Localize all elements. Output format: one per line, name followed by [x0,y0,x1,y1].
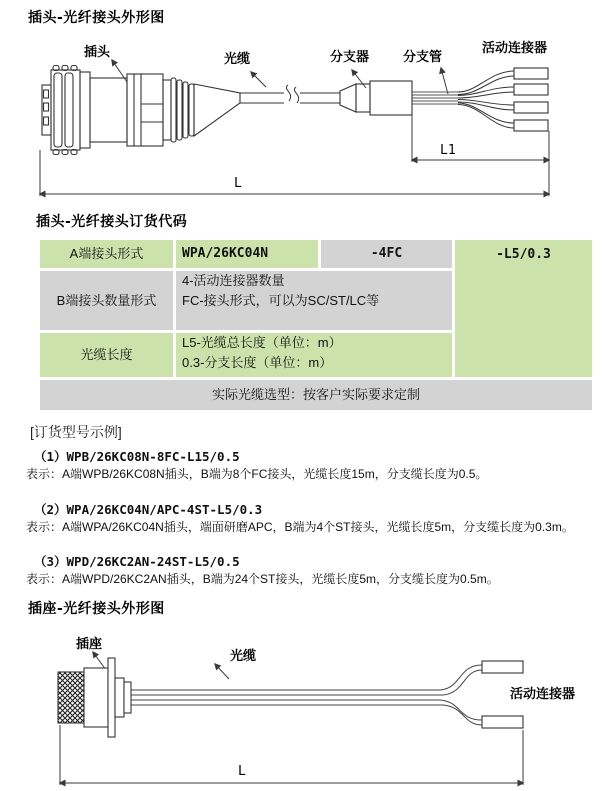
movable-connectors [514,68,548,131]
example-3-code: （3）WPD/26KC2AN-24ST-L5/0.5 [34,554,240,569]
examples-heading: [订货型号示例] [30,424,122,440]
dim-l-label: L [238,764,246,779]
table-cell-length-code: -L5/0.3 [455,240,592,377]
dim-l-label: L [234,176,242,191]
example-2-desc: 表示：A端WPA/26KC04N插头，端面研磨APC，B端为4个ST接头，光缆长度5m，分支缆长度为0.3m。 [26,520,574,534]
socket-outline-diagram [0,618,616,791]
dim-l1-label: L1 [440,143,456,158]
b-value-line2: FC-接头形式，可以为SC/ST/LC等 [182,293,380,308]
socket-label: 插座 [76,637,103,652]
example-1-desc: 表示：A端WPB/26KC08N插头，B端为8个FC接头，光缆长度15m，分支缆长度为0.5。 [26,467,488,481]
socket-drawing [58,658,131,737]
splitter-drawing [340,81,412,115]
table-cell-length-value [176,333,452,377]
length-value-line2: 0.3-分支长度（单位：m） [182,355,333,370]
cable-label: 光缆 [230,649,257,664]
dimension-lines [60,725,523,785]
example-3-desc: 表示：A端WPD/26KC2AN插头，B端为24个ST接头，光缆长度5m，分支缆长度为0.5m。 [26,572,499,586]
example-1-code: （1）WPB/26KC08N-8FC-L15/0.5 [34,449,240,464]
table-cell-b-label: B端接头数量形式 [40,271,173,330]
splitter-label: 分支器 [330,50,370,65]
socket-outline-title: 插座-光纤接头外形图 [28,601,165,617]
cable-label: 光缆 [224,52,251,67]
dimension-lines [40,115,549,196]
plug-label: 插头 [84,45,111,60]
length-value-line1: L5-光缆总长度（单位：m） [182,335,342,350]
branch-tube-label: 分支管 [403,50,443,65]
plug-drawing [42,66,240,155]
plug-outline-diagram [0,30,616,202]
table-cell-length-label: 光缆长度 [40,333,173,377]
ordering-code-title: 插头-光纤接头订货代码 [36,214,188,230]
table-cell-note: 实际光缆选型：按客户实际要求定制 [40,380,592,410]
ordering-code-table [40,240,592,410]
cable-drawing [240,85,340,103]
branch-fibers [412,92,458,104]
b-value-line1: 4-活动连接器数量 [182,273,285,288]
plug-outline-title: 插头-光纤接头外形图 [28,10,165,26]
branch-tubes-drawing [458,71,514,128]
table-cell-a-label: A端接头形式 [40,240,173,268]
leader-arrows [112,60,448,94]
movable-connector-label: 活动连接器 [482,41,548,56]
example-2-code: （2）WPA/26KC04N/APC-4ST-L5/0.3 [34,502,263,517]
movable-connector-label: 活动连接器 [510,687,576,702]
table-cell-b-code: -4FC [321,240,452,268]
table-cell-b-value [176,271,452,330]
table-cell-a-value: WPA/26KC04N [176,240,318,268]
cable-drawing [131,665,482,725]
